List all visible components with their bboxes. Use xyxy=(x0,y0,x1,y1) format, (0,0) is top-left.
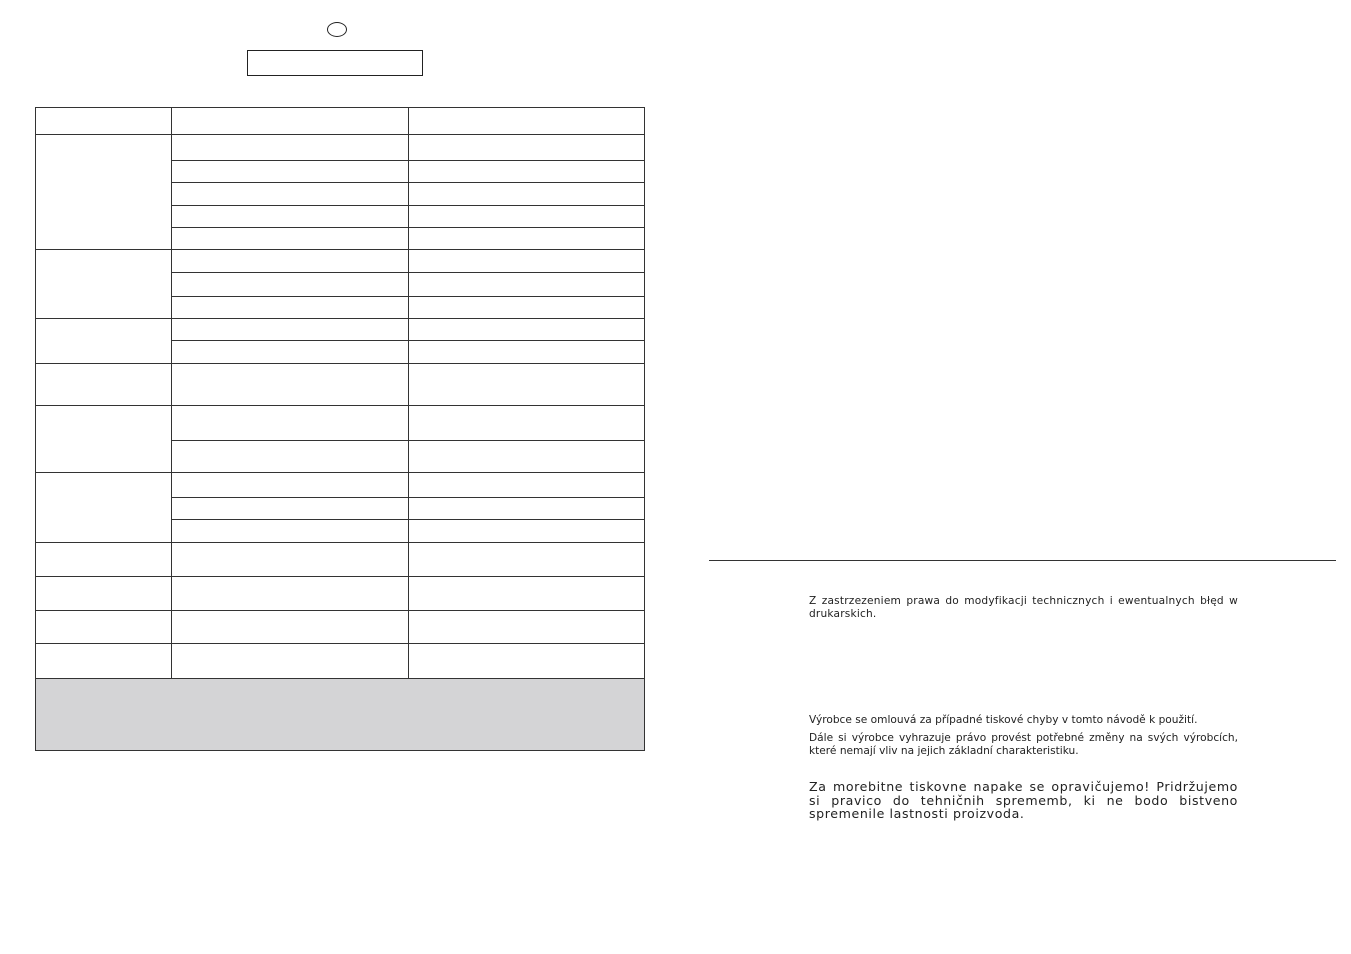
row-divider xyxy=(36,134,644,135)
row-divider xyxy=(36,542,644,543)
disclaimer-czech-line-2: Dále si výrobce vyhrazuje právo provést potřebné změny na svých výrobcích, které nemají vliv na jejich základní charakteristiku. xyxy=(809,732,1238,757)
row-divider xyxy=(36,405,644,406)
row-divider xyxy=(36,576,644,577)
subrow-divider xyxy=(171,182,644,183)
row-divider xyxy=(36,363,644,364)
disclaimer-slovenian: Za morebitne tiskovne napake se opravičujemo! Pridržujemo si pravico do tehničnih sprememb, ki ne bodo bistveno spremenile lastnosti proizvoda. xyxy=(809,779,1238,821)
row-divider xyxy=(36,249,644,250)
row-divider xyxy=(36,472,644,473)
subrow-divider xyxy=(171,497,644,498)
horizontal-rule xyxy=(709,560,1336,561)
column-divider xyxy=(171,108,172,678)
disclaimer-polish: Z zastrzezeniem prawa do modyfikacji technicznych i ewentualnych błęd w drukarskich. xyxy=(809,595,1238,620)
subrow-divider xyxy=(171,272,644,273)
subrow-divider xyxy=(171,160,644,161)
row-divider xyxy=(36,643,644,644)
subrow-divider xyxy=(171,519,644,520)
subrow-divider xyxy=(171,440,644,441)
country-code-oval xyxy=(327,22,347,37)
column-divider xyxy=(408,108,409,678)
row-divider xyxy=(36,610,644,611)
subrow-divider xyxy=(171,340,644,341)
subrow-divider xyxy=(171,296,644,297)
table-footnote-band xyxy=(36,678,644,750)
specification-table xyxy=(35,107,645,751)
disclaimer-czech-line-1: Výrobce se omlouvá za případné tiskové chyby v tomto návodě k použití. xyxy=(809,714,1198,726)
subrow-divider xyxy=(171,227,644,228)
subrow-divider xyxy=(171,205,644,206)
title-box xyxy=(247,50,423,76)
row-divider xyxy=(36,318,644,319)
